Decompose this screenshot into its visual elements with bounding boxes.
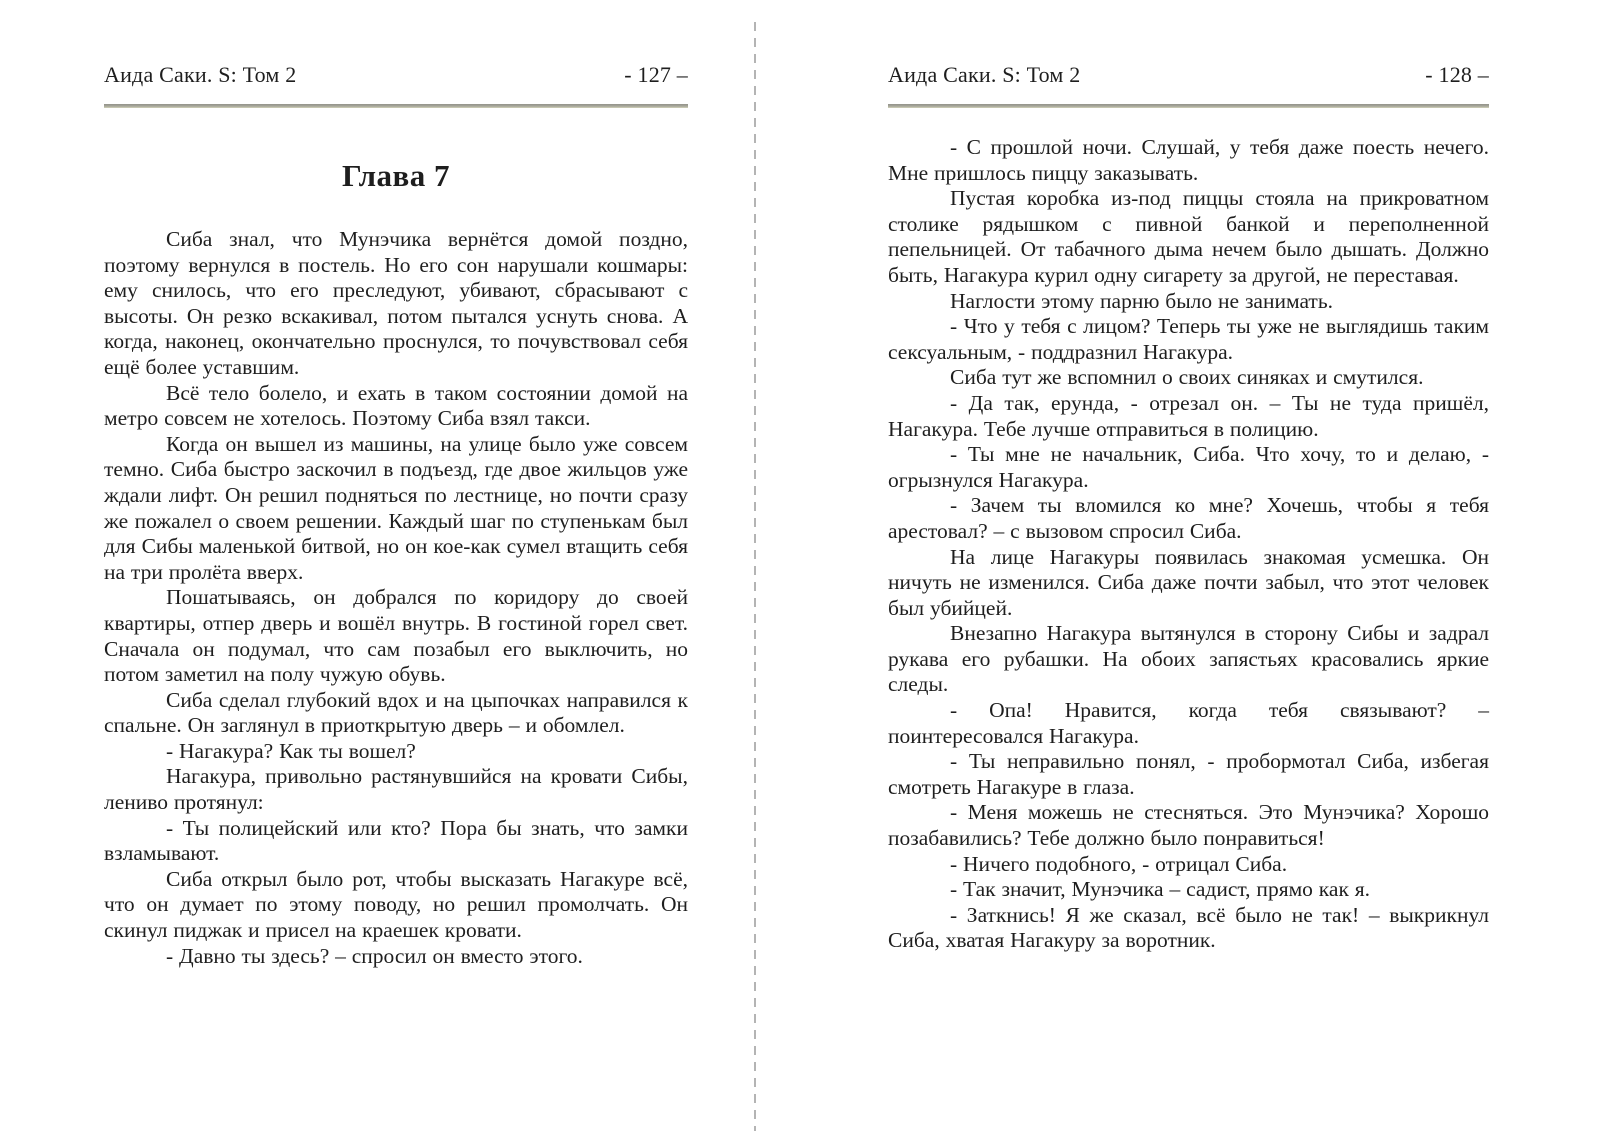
page-left-header bbox=[104, 62, 688, 88]
page-number: - 128 – bbox=[1425, 62, 1489, 87]
paragraph: - Опа! Нравится, когда тебя связывают? – поинтересовался Нагакура. bbox=[888, 698, 1489, 748]
page-right-header bbox=[888, 62, 1489, 88]
paragraph: - Ты неправильно понял, - пробормотал Сиба, избегая смотреть Нагакуре в глаза. bbox=[888, 749, 1489, 799]
paragraph: Пустая коробка из-под пиццы стояла на прикроватном столике рядышком с пивной банкой и переполненной пепельницей. От табачного дыма нечем было дышать. Должно быть, Нагакура курил одну сигарету за другой, не переставая. bbox=[888, 186, 1489, 287]
paragraph: Нагакура, привольно растянувшийся на кровати Сибы, лениво протянул: bbox=[104, 764, 688, 815]
paragraph: - Так значит, Мунэчика – садист, прямо как я. bbox=[950, 877, 1371, 902]
paragraph: Сиба сделал глубокий вдох и на цыпочках направился к спальне. Он заглянул в приоткрытую дверь – и обомлел. bbox=[104, 687, 688, 738]
running-title: Аида Саки. S: Том 2 bbox=[888, 62, 1081, 87]
paragraph: Пошатываясь, он добрался по коридору до своей квартиры, отпер дверь и вошёл внутрь. В гостиной горел свет. Сначала он подумал, что сам позабыл его выключить, но потом заметил на полу чужую обувь. bbox=[104, 585, 688, 687]
paragraph: На лице Нагакуры появилась знакомая усмешка. Он ничуть не изменился. Сиба даже почти забыл, что этот человек был убийцей. bbox=[888, 544, 1489, 620]
paragraph: - Нагакура? Как ты вошел? bbox=[166, 738, 416, 763]
page-divider-dashed-line bbox=[754, 22, 756, 1131]
paragraph: Наглости этому парню было не занимать. bbox=[950, 288, 1334, 313]
page-left bbox=[104, 0, 688, 969]
page-number: - 127 – bbox=[624, 62, 688, 87]
paragraph: Всё тело болело, и ехать в таком состоянии домой на метро совсем не хотелось. Поэтому Сиба взял такси. bbox=[104, 380, 688, 431]
paragraph: - Да так, ерунда, - отрезал он. – Ты не туда пришёл, Нагакура. Тебе лучше отправиться в полицию. bbox=[888, 390, 1489, 441]
paragraph: - Давно ты здесь? – спросил он вместо этого. bbox=[166, 943, 583, 968]
paragraph: Сиба открыл было рот, чтобы высказать Нагакуре всё, что он думает по этому поводу, но решил промолчать. Он скинул пиджак и присел на краешек кровати. bbox=[104, 866, 688, 943]
page-right-body bbox=[888, 135, 1489, 954]
paragraph: Сиба тут же вспомнил о своих синяках и смутился. bbox=[950, 365, 1424, 390]
paragraph: - Меня можешь не стесняться. Это Мунэчика? Хорошо позабавились? Тебе должно было понравиться! bbox=[888, 800, 1489, 851]
running-title: Аида Саки. S: Том 2 bbox=[104, 62, 297, 87]
page-right bbox=[888, 0, 1489, 954]
header-rule bbox=[888, 104, 1489, 108]
paragraph: - Зачем ты вломился ко мне? Хочешь, чтобы я тебя арестовал? – с вызовом спросил Сиба. bbox=[888, 493, 1489, 543]
paragraph: - С прошлой ночи. Слушай, у тебя даже поесть нечего. Мне пришлось пиццу заказывать. bbox=[888, 135, 1489, 185]
paragraph: - Ты мне не начальник, Сиба. Что хочу, то и делаю, - огрызнулся Нагакура. bbox=[888, 442, 1489, 492]
paragraph: - Ты полицейский или кто? Пора бы знать, что замки взламывают. bbox=[104, 815, 688, 866]
header-rule bbox=[104, 104, 688, 108]
paragraph: Внезапно Нагакура вытянулся в сторону Сибы и задрал рукава его рубашки. На обоих запястьях красовались яркие следы. bbox=[888, 621, 1489, 697]
paragraph: - Что у тебя с лицом? Теперь ты уже не выглядишь таким сексуальным, - поддразнил Нагакура. bbox=[888, 314, 1489, 364]
paragraph: - Заткнись! Я же сказал, всё было не так! – выкрикнул Сиба, хватая Нагакуру за воротник. bbox=[888, 902, 1489, 953]
paragraph: Когда он вышел из машины, на улице было уже совсем темно. Сиба быстро заскочил в подъезд, где двое жильцов уже ждали лифт. Он решил подняться по лестнице, но почти сразу же пожалел о своем решении. Каждый шаг по ступенькам был для Сибы маленькой битвой, но он кое-как сумел втащить себя на три пролёта вверх. bbox=[104, 431, 688, 584]
page-left-body bbox=[104, 227, 688, 969]
chapter-title: Глава 7 bbox=[341, 158, 451, 193]
paragraph: - Ничего подобного, - отрицал Сиба. bbox=[950, 851, 1288, 876]
paragraph: Сиба знал, что Мунэчика вернётся домой поздно, поэтому вернулся в постель. Но его сон нарушали кошмары: ему снилось, что его преследуют, убивают, сбрасывают с высоты. Он резко вскакивал, потом пытался уснуть снова. А когда, наконец, окончательно проснулся, то почувствовал себя ещё более уставшим. bbox=[104, 227, 688, 379]
